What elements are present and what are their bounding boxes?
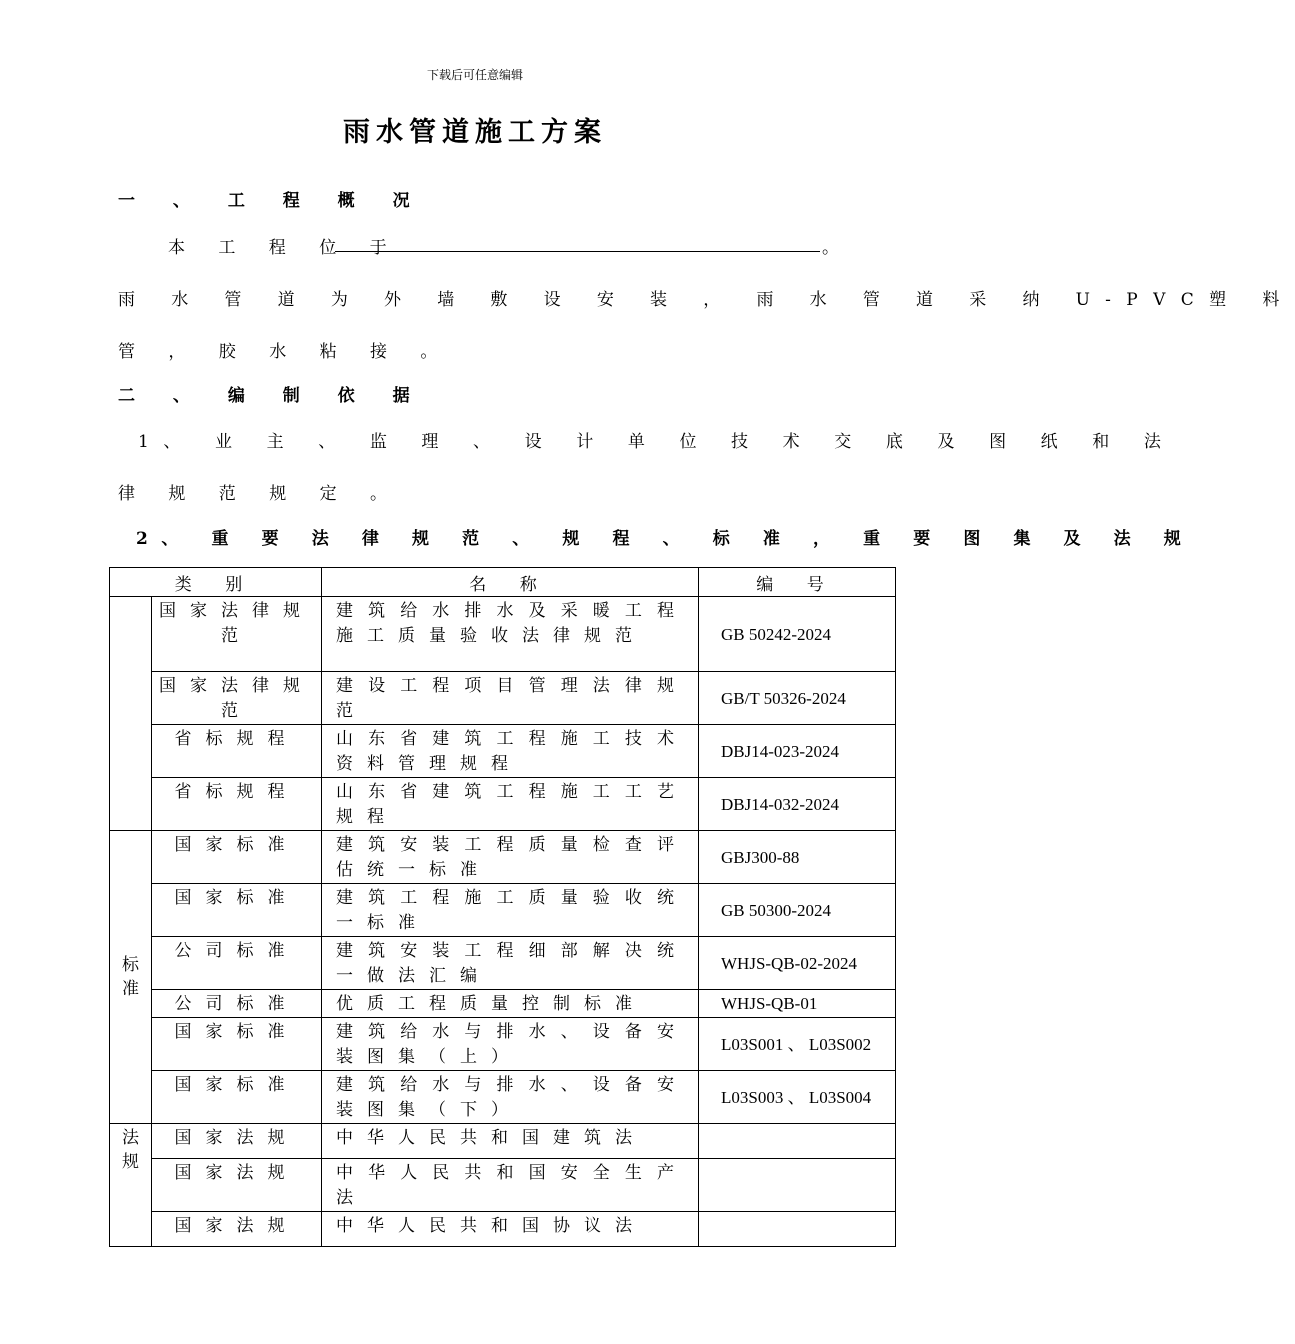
code-cell [699, 1124, 896, 1159]
code-cell: GB 50242-2024 [699, 597, 896, 672]
group-cell-standards: 标准 [110, 831, 152, 1124]
section2-heading: 二 、 编 制 依 据 [118, 386, 426, 406]
section1-line2: 雨 水 管 道 为 外 墙 敷 设 安 装 ， 雨 水 管 道 采 纳 U-PVC塑 料 [118, 290, 1295, 310]
category-cell: 国家法律规范 [152, 597, 322, 672]
table-row [110, 672, 896, 725]
document-title: 雨水管道施工方案 [343, 117, 607, 148]
name-cell: 中华人民共和国建筑法 [322, 1124, 699, 1159]
table-row [110, 884, 896, 937]
table-row [110, 1159, 896, 1212]
code-cell: L03S001 、 L03S002 [699, 1018, 896, 1071]
name-cell: 建筑安装工程质量检查评估统一标准 [322, 831, 699, 884]
header-category: 类 别 [110, 568, 322, 597]
name-cell: 山东省建筑工程施工技术资料管理规程 [322, 725, 699, 778]
category-cell: 国家标准 [152, 884, 322, 937]
section1-line1-end: 。 [822, 238, 839, 258]
code-cell: L03S003 、 L03S004 [699, 1071, 896, 1124]
header-note: 下载后可任意编辑 [426, 68, 523, 82]
name-cell: 建筑给水与排水、设备安装图集（下） [322, 1071, 699, 1124]
code-cell: DBJ14-032-2024 [699, 778, 896, 831]
location-blank-line [335, 251, 820, 252]
code-cell: DBJ14-023-2024 [699, 725, 896, 778]
category-cell: 国家标准 [152, 831, 322, 884]
code-cell: WHJS-QB-01 [699, 990, 896, 1018]
category-cell: 国家法规 [152, 1159, 322, 1212]
section2-item2: 2、 重 要 法 律 规 范 、 规 程 、 标 准 ， 重 要 图 集 及 法 规 [136, 529, 1195, 549]
name-cell: 建筑给水与排水、设备安装图集（上） [322, 1018, 699, 1071]
section1-line3: 管 ， 胶 水 粘 接 。 [118, 342, 452, 362]
code-cell: GB 50300-2024 [699, 884, 896, 937]
code-cell: GB/T 50326-2024 [699, 672, 896, 725]
table-row [110, 725, 896, 778]
table-row [110, 937, 896, 990]
section2-item1-line2: 律 规 范 规 定 。 [118, 484, 402, 504]
name-cell: 建筑工程施工质量验收统一标准 [322, 884, 699, 937]
name-cell: 建筑安装工程细部解决统一做法汇编 [322, 937, 699, 990]
name-cell: 中华人民共和国安全生产法 [322, 1159, 699, 1212]
name-cell: 建设工程项目管理法律规范 [322, 672, 699, 725]
name-cell: 中华人民共和国协议法 [322, 1212, 699, 1247]
category-cell: 公司标准 [152, 937, 322, 990]
category-cell: 国家法规 [152, 1212, 322, 1247]
table-header-row [110, 568, 896, 597]
name-cell: 山东省建筑工程施工工艺规程 [322, 778, 699, 831]
name-cell: 优质工程质量控制标准 [322, 990, 699, 1018]
table-row [110, 990, 896, 1018]
table-row [110, 1212, 896, 1247]
table-row [110, 1018, 896, 1071]
category-cell: 省标规程 [152, 725, 322, 778]
name-cell: 建筑给水排水及采暖工程施工质量验收法律规范 [322, 597, 699, 672]
category-cell: 国家标准 [152, 1071, 322, 1124]
category-cell: 国家法律规范 [152, 672, 322, 725]
code-cell: GBJ300-88 [699, 831, 896, 884]
header-code: 编 号 [699, 568, 896, 597]
category-cell: 省标规程 [152, 778, 322, 831]
category-cell: 国家法规 [152, 1124, 322, 1159]
section1-heading: 一 、 工 程 概 况 [118, 191, 426, 211]
header-name: 名 称 [322, 568, 699, 597]
group-cell-laws: 法规 [110, 1124, 152, 1247]
table-row [110, 831, 896, 884]
section2-item1-line1: 1、 业 主 、 监 理 、 设 计 单 位 技 术 交 底 及 图 纸 和 法 [138, 432, 1176, 452]
table-row [110, 1124, 896, 1159]
category-cell: 公司标准 [152, 990, 322, 1018]
code-cell [699, 1212, 896, 1247]
group-cell [110, 597, 152, 831]
category-cell: 国家标准 [152, 1018, 322, 1071]
table-row [110, 778, 896, 831]
section1-line1: 本 工 程 位 于 [168, 238, 401, 258]
code-cell: WHJS-QB-02-2024 [699, 937, 896, 990]
code-cell [699, 1159, 896, 1212]
regulations-table [109, 567, 896, 1247]
table-row [110, 597, 896, 672]
table-row [110, 1071, 896, 1124]
